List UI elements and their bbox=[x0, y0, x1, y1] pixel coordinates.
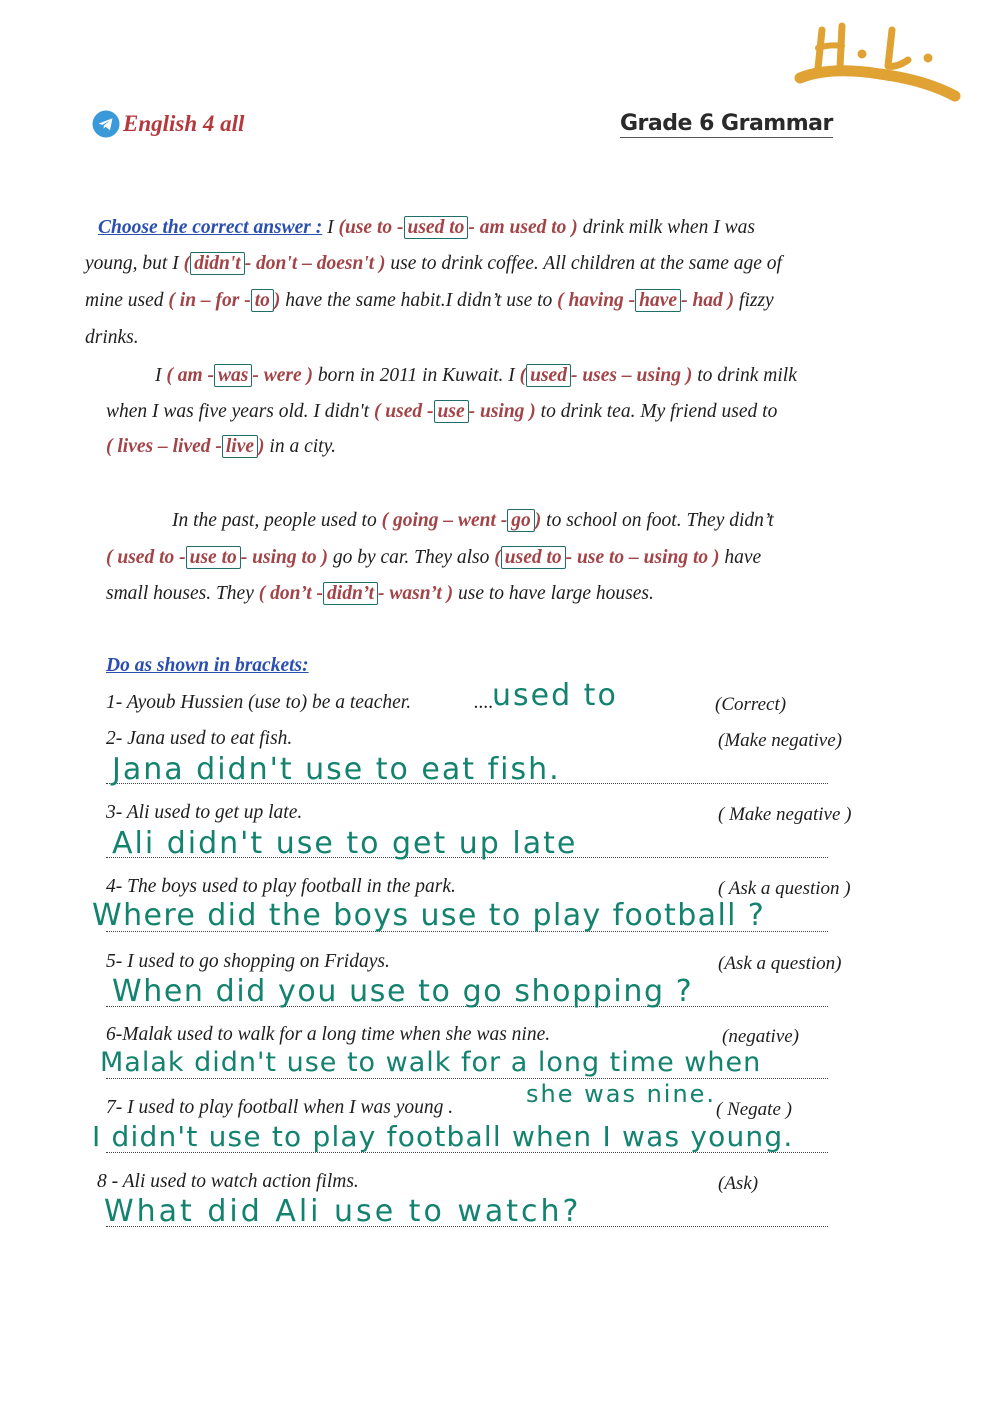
option-text: - were ) bbox=[252, 365, 314, 386]
brand-title: English 4 all bbox=[123, 111, 245, 136]
option-text: ( bbox=[183, 253, 191, 274]
option-text: ( used - bbox=[373, 401, 434, 422]
choose-line-3 bbox=[85, 290, 774, 312]
text: to school on foot. They didn’t bbox=[541, 510, 774, 531]
answer-6-continued: she was nine. bbox=[526, 1080, 717, 1108]
instruction-2: (Make negative) bbox=[718, 730, 842, 751]
question-6: 6-Malak used to walk for a long time when she was nine. bbox=[106, 1024, 551, 1045]
instruction-7: ( Negate ) bbox=[716, 1099, 792, 1120]
option-text: ( used to - bbox=[106, 547, 186, 568]
answer-7: I didn't use to play football when I was young. bbox=[92, 1120, 794, 1153]
para3-line-2 bbox=[106, 547, 761, 569]
option-text: ( bbox=[519, 365, 527, 386]
para3-line-3 bbox=[106, 583, 654, 605]
text: born in 2011 in Kuwait. I bbox=[313, 365, 520, 386]
text: go by car. They also bbox=[328, 547, 495, 568]
answer-box: use bbox=[434, 400, 469, 423]
text: to drink milk bbox=[692, 365, 797, 386]
option-text: ( going – went - bbox=[381, 510, 508, 531]
instruction-6: (negative) bbox=[722, 1026, 800, 1047]
text: have bbox=[719, 547, 762, 568]
text: to drink tea. My friend used to bbox=[535, 401, 778, 422]
text: I bbox=[322, 217, 339, 238]
choose-line-2 bbox=[85, 253, 782, 275]
text: young, but I bbox=[85, 253, 184, 274]
answer-dots-1: .... bbox=[474, 692, 494, 713]
answer-8: What did Ali use to watch? bbox=[104, 1194, 582, 1229]
answer-line-6 bbox=[106, 1078, 828, 1079]
option-text: - using ) bbox=[468, 401, 536, 422]
answer-6: Malak didn't use to walk for a long time when bbox=[100, 1047, 762, 1078]
answer-box: didn't bbox=[190, 252, 245, 275]
answer-box: used to bbox=[501, 546, 566, 569]
text: in a city. bbox=[264, 436, 337, 457]
option-text: (use to - bbox=[338, 217, 404, 238]
option-text: ( bbox=[494, 547, 501, 568]
answer-box: didn’t bbox=[323, 582, 378, 605]
text: have the same habit.I didn’t use to bbox=[280, 290, 558, 311]
question-3: 3- Ali used to get up late. bbox=[106, 802, 303, 823]
answer-2: Jana didn't use to eat fish. bbox=[112, 752, 561, 787]
text: mine used bbox=[85, 290, 169, 311]
question-8: 8 - Ali used to watch action films. bbox=[97, 1171, 359, 1192]
text: In the past, people used to bbox=[172, 510, 382, 531]
option-text: ( in – for - bbox=[168, 290, 251, 311]
instruction-4: ( Ask a question ) bbox=[718, 878, 851, 899]
question-5: 5- I used to go shopping on Fridays. bbox=[106, 951, 390, 972]
answer-box: have bbox=[635, 289, 681, 312]
instruction-8: (Ask) bbox=[718, 1173, 759, 1194]
option-text: ) bbox=[258, 436, 265, 457]
answer-box: use to bbox=[186, 546, 241, 569]
telegram-icon bbox=[92, 110, 120, 138]
option-text: - don't – doesn't ) bbox=[244, 253, 386, 274]
option-text: - wasn’t ) bbox=[377, 583, 454, 604]
answer-box: was bbox=[214, 364, 252, 387]
text: when I was five years old. I didn't bbox=[106, 401, 374, 422]
choose-heading: Choose the correct answer : bbox=[98, 217, 323, 238]
brackets-heading: Do as shown in brackets: bbox=[106, 655, 309, 676]
question-7: 7- I used to play football when I was young . bbox=[106, 1097, 454, 1118]
option-text: - use to – using to ) bbox=[565, 547, 720, 568]
choose-line-4 bbox=[85, 327, 139, 349]
answer-3: Ali didn't use to get up late bbox=[112, 826, 578, 861]
option-text: ( am - bbox=[166, 365, 215, 386]
instruction-5: (Ask a question) bbox=[718, 953, 842, 974]
option-text: - had ) bbox=[681, 290, 735, 311]
grade-title: Grade 6 Grammar bbox=[620, 111, 833, 136]
choose-line-1 bbox=[98, 217, 755, 239]
header-brand bbox=[92, 110, 244, 138]
answer-1: used to bbox=[492, 678, 618, 713]
option-text: ( having - bbox=[557, 290, 636, 311]
answer-box: go bbox=[507, 509, 535, 532]
text: drinks. bbox=[85, 327, 139, 348]
para2-line-2 bbox=[106, 401, 777, 423]
text: fizzy bbox=[734, 290, 774, 311]
answer-box: used bbox=[526, 364, 571, 387]
option-text: ( lives – lived - bbox=[106, 436, 222, 457]
option-text: ) bbox=[534, 510, 542, 531]
instruction-3: ( Make negative ) bbox=[718, 804, 852, 825]
instruction-1: (Correct) bbox=[715, 694, 787, 715]
option-text: - am used to ) bbox=[468, 217, 578, 238]
answer-5: When did you use to go shopping ? bbox=[112, 974, 694, 1009]
text: use to have large houses. bbox=[453, 583, 654, 604]
text: use to drink coffee. All children at the same age of bbox=[385, 253, 782, 274]
question-4: 4- The boys used to play football in the park. bbox=[106, 876, 456, 897]
para2-line-3 bbox=[106, 436, 336, 458]
answer-box: live bbox=[222, 435, 258, 458]
para3-line-1 bbox=[172, 510, 774, 532]
option-text: ) bbox=[273, 290, 281, 311]
question-2: 2- Jana used to eat fish. bbox=[106, 728, 293, 749]
text: drink milk when I was bbox=[577, 217, 755, 238]
option-text: ( don’t - bbox=[258, 583, 324, 604]
text: small houses. They bbox=[106, 583, 259, 604]
option-text: - uses – using ) bbox=[570, 365, 693, 386]
option-text: - using to ) bbox=[240, 547, 328, 568]
handwritten-initials-logo bbox=[790, 8, 970, 118]
text: I bbox=[155, 365, 167, 386]
answer-box: to bbox=[251, 289, 274, 312]
question-1: 1- Ayoub Hussien (use to) be a teacher. bbox=[106, 692, 412, 713]
para2-line-1 bbox=[155, 365, 797, 387]
answer-4: Where did the boys use to play football ? bbox=[92, 898, 766, 933]
answer-box: used to bbox=[404, 216, 469, 239]
